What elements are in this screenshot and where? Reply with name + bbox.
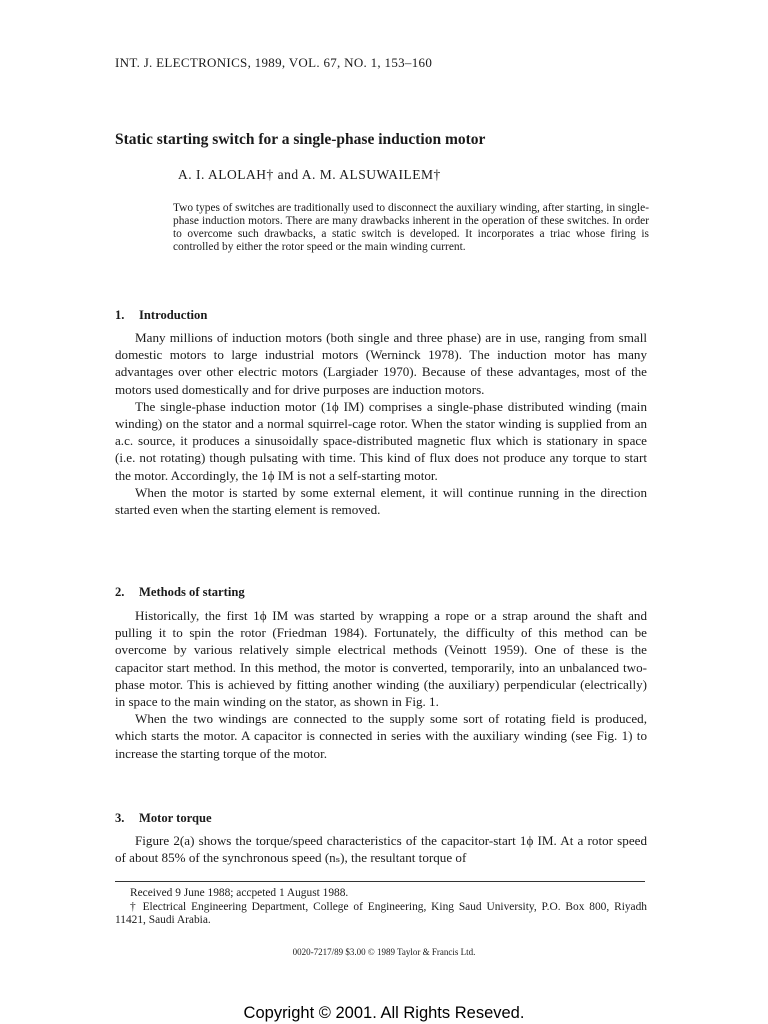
section-heading-methods-of-starting (115, 585, 245, 600)
journal-citation: INT. J. ELECTRONICS, 1989, VOL. 67, NO. 1, 153–160 (115, 55, 433, 70)
section-title: Methods of starting (139, 585, 245, 599)
paragraph: When the two windings are connected to the supply some sort of rotating field is produced, which starts the motor. A capacitor is connected in series with the auxiliary winding (see Fig. 1) to increase the starting torque of the motor. (115, 711, 647, 761)
section-number: 1. (115, 308, 125, 322)
paper-title: Static starting switch for a single-phase induction motor (115, 131, 486, 148)
section-body-motor-torque (115, 832, 647, 866)
footnote-rule (115, 881, 645, 882)
footnote-received: Received 9 June 1988; accpeted 1 August 1988. (130, 887, 349, 899)
footnote-affiliation: † Electrical Engineering Department, College of Engineering, King Saud University, P.O. Box 800, Riyadh 11421, Saudi Arabia. (115, 900, 647, 927)
section-title: Motor torque (139, 811, 212, 825)
authors: A. I. ALOLAH† and A. M. ALSUWAILEM† (178, 167, 441, 182)
footnotes (115, 887, 647, 928)
paragraph: The single-phase induction motor (1ϕ IM) comprises a single-phase distributed winding (main winding) on the stator and a normal squirrel-cage rotor. When the stator winding is supplied from an a.c. source, it produces a sinusoidally space-distributed magnetic flux which is stationary in space (i.e. not rotating) though pulsating with time. This kind of flux does not produce any torque to start the motor. Accordingly, the 1ϕ IM is not a self-starting motor. (115, 398, 647, 483)
paragraph: Figure 2(a) shows the torque/speed characteristics of the capacitor-start 1ϕ IM. At a rotor speed of about 85% of the synchronous speed (nₛ), the resultant torque of (115, 833, 647, 866)
section-heading-motor-torque (115, 811, 212, 826)
paragraph: Historically, the first 1ϕ IM was started by wrapping a rope or a strap around the shaft and pulling it to spin the rotor (Friedman 1984). Fortunately, the difficulty of this method can be overcome by various relatively simple electrical methods (Veinott 1959). One of these is the capacitor start method. In this method, the motor is converted, temporarily, into an unbalanced two-phase motor. This is achieved by fitting another winding (the auxiliary) perpendicular (electrically) in space to the main winding on the stator, as shown in Fig. 1. (115, 608, 647, 710)
section-body-methods-of-starting (115, 607, 647, 762)
copyright-notice: Copyright © 2001. All Rights Reseved. (243, 1004, 525, 1022)
paragraph: Many millions of induction motors (both single and three phase) are in use, ranging from small domestic motors to large industrial motors (Werninck 1978). The induction motor has many advantages over other electric motors (Largiader 1970). Because of these advantages, most of the motors used domestically and for drive purposes are induction motors. (115, 330, 647, 397)
issn-line: 0020-7217/89 $3.00 © 1989 Taylor & Francis Ltd. (292, 947, 476, 957)
abstract (173, 202, 649, 254)
section-body-introduction (115, 329, 647, 518)
paragraph: When the motor is started by some external element, it will continue running in the direction started even when the starting element is removed. (115, 484, 647, 518)
section-heading-introduction (115, 308, 207, 323)
section-title: Introduction (139, 308, 208, 322)
section-number: 2. (115, 585, 125, 599)
section-number: 3. (115, 811, 125, 825)
abstract-text: Two types of switches are traditionally used to disconnect the auxiliary winding, after starting, in single-phase induction motors. There are many drawbacks inherent in the operation of these switches. In order to overcome such drawbacks, a static switch is developed. It incorporates a triac whose firing is controlled by either the rotor speed or the main winding current. (173, 202, 649, 254)
